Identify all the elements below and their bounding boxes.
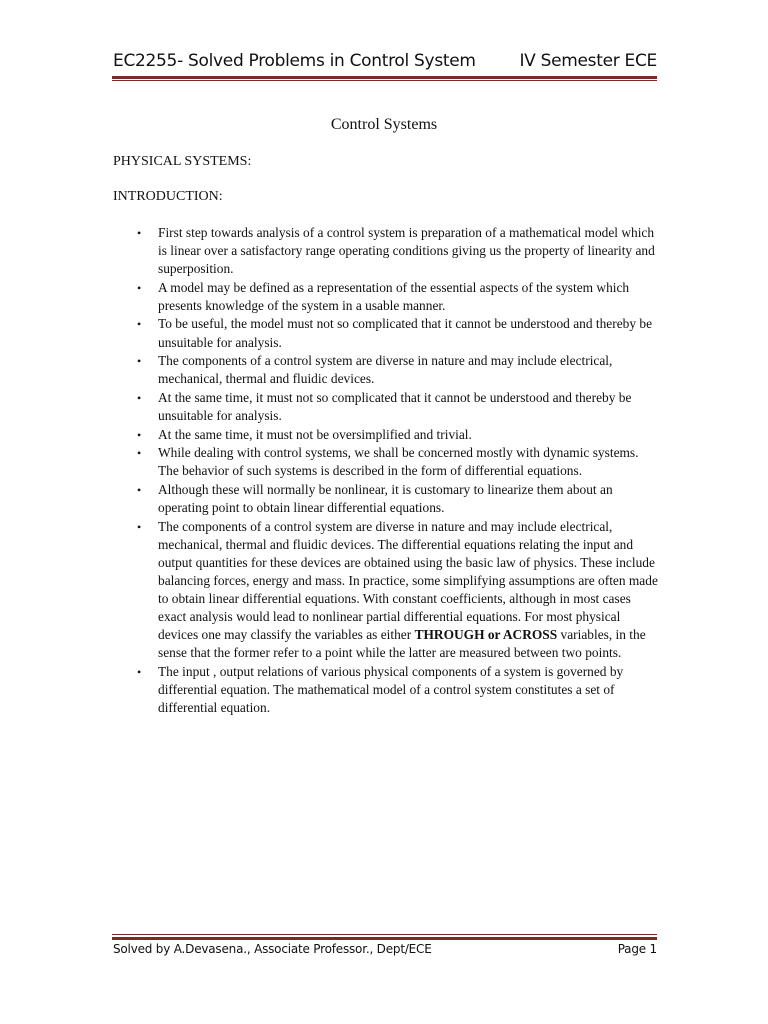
- bullet-text-bold: THROUGH or ACROSS: [414, 627, 558, 643]
- bullet-text: To be useful, the model must not so complicated that it cannot be understood and thereby be unsuitable for analysis.: [158, 316, 653, 350]
- list-item: [113, 663, 658, 717]
- list-item: [113, 352, 658, 388]
- bullet-text: While dealing with control systems, we shall be concerned mostly with dynamic systems. The behavior of such systems is described in the form of differential equations.: [158, 445, 639, 479]
- list-item: [113, 481, 658, 517]
- list-item: [113, 224, 658, 278]
- bullet-text: The input , output relations of various physical components of a system is governed by differential equation. The mathematical model of a control system constitutes a set of differential equation.: [158, 663, 624, 715]
- page-footer: [113, 942, 657, 962]
- list-item: [113, 444, 658, 480]
- document-title: Control Systems: [330, 116, 438, 133]
- bullet-text: At the same time, it must not so complicated that it cannot be understood and thereby be unsuitable for analysis.: [158, 389, 632, 423]
- course-title: EC2255- Solved Problems in Control System: [113, 51, 476, 71]
- bullet-text: At the same time, it must not be oversimplified and trivial.: [158, 426, 472, 442]
- bullet-icon: •: [137, 427, 142, 442]
- bullet-text: variables, in the sense that the former refer to a point while the latter are measured between two points.: [158, 627, 646, 661]
- heading-introduction: INTRODUCTION:: [113, 189, 223, 204]
- bullet-text: A model may be defined as a representation of the essential aspects of the system which presents knowledge of the system in a usable manner.: [158, 279, 630, 313]
- list-item: [113, 279, 658, 315]
- list-item: [113, 426, 658, 444]
- bullet-icon: •: [137, 664, 142, 679]
- page-number: Page 1: [617, 942, 657, 956]
- list-item: [113, 389, 658, 425]
- list-item: [113, 315, 658, 351]
- page-header: [113, 47, 657, 75]
- bullet-icon: •: [137, 354, 142, 369]
- bullet-icon: •: [137, 226, 142, 240]
- header-rule-thin: [112, 80, 657, 81]
- bullet-icon: •: [137, 446, 142, 461]
- footer-rule-thin: [112, 934, 657, 935]
- bullet-icon: •: [137, 280, 142, 295]
- bullet-icon: •: [137, 482, 142, 497]
- list-item: [113, 518, 658, 663]
- bullet-text: The components of a control system are diverse in nature and may include electrical, mechanical, thermal and fluidic devices. The differential equations relating the input and output quantities for these devices are obtained using the basic law of physics. These include balancing forces, energy and mass. In practice, some simplifying assumptions are often made to obtain linear differential equations. With constant coefficients, although in most cases exact analysis would lead to nonlinear partial differential equations. For most physical devices one may classify the variables as either: [158, 518, 658, 643]
- bullet-text: First step towards analysis of a control system is preparation of a mathematical model which is linear over a satisfactory range operating conditions giving us the property of linearity and superposition.: [158, 225, 655, 277]
- bullet-text: The components of a control system are diverse in nature and may include electrical, mechanical, thermal and fluidic devices.: [158, 353, 613, 387]
- introduction-bullet-list: [113, 224, 658, 718]
- semester-label: IV Semester ECE: [519, 51, 657, 71]
- footer-rule-thick: [112, 937, 657, 940]
- bullet-text: Although these will normally be nonlinear, it is customary to linearize them about an operating point to obtain linear differential equations.: [158, 481, 613, 515]
- author-credit: Solved by A.Devasena., Associate Professor., Dept/ECE: [113, 942, 432, 956]
- header-rule-thick: [112, 76, 657, 79]
- bullet-icon: •: [137, 519, 142, 534]
- heading-physical-systems: PHYSICAL SYSTEMS:: [113, 154, 252, 169]
- bullet-icon: •: [137, 317, 142, 332]
- bullet-icon: •: [137, 390, 142, 405]
